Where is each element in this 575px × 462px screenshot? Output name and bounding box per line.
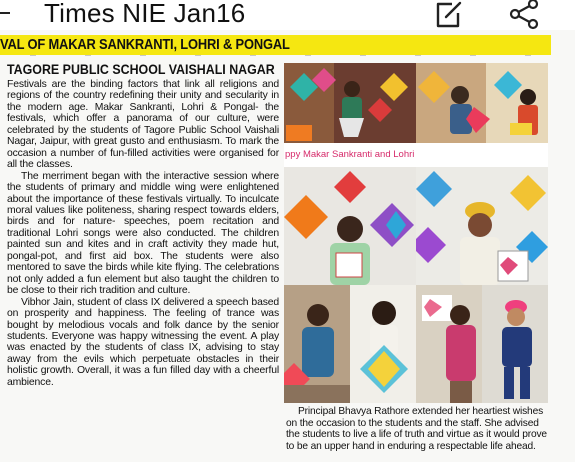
paragraph-2: The merriment began with the interactive session where the students of primary and middle wing were enlightened about the importance of these festivals virtually. To inculcate moral values like politeness, sharing respect towards elders, birds and for nature- speeches, poem recitation and traditional Lohri songs were also conducted. The children painted sun and kites and in craft activity they made hut, pongal-pot, and first aid box. The students were also mentored to save the birds while kite flying. The celebrations not only added a fun element but also taught the children to be close to their rich tradition and culture. (7, 170, 279, 297)
photo-girl-with-kite (350, 285, 416, 403)
photo-collage (284, 63, 548, 403)
share-button[interactable] (507, 0, 541, 30)
photo-girl-with-drawing (416, 285, 482, 403)
photo-boy-and-girl-kites (416, 63, 548, 143)
app-bar (0, 0, 575, 30)
photo-boy-in-pink-turban (482, 285, 548, 403)
photo-boy-holding-kite (284, 285, 350, 403)
article-headline: VAL OF MAKAR SANKRANTI, LOHRI & PONGAL (0, 36, 290, 53)
banner-text: ppy Makar Sankranti and Lohri (285, 149, 415, 160)
headline-bar (0, 35, 551, 55)
photo-boy-with-kites (284, 167, 416, 285)
article-body (7, 62, 279, 388)
paragraph-3: Vibhor Jain, student of class IX delivered a speech based on prosperity and happiness. The feeling of trance was bought by melodious vocals and folk dance by the senior students. Everyone was happy witnessing the event. A play was enacted by the students of class IX, advising to stay away from the evils which perpetuate obstacles in their holistic growth. Overall, it was a fun filled day with a cheerful ambience. (7, 296, 279, 388)
back-icon[interactable] (0, 12, 10, 14)
paragraph-1: Festivals are the binding factors that link all religions and regions of the country redefining their unity and secularity in the modern age. Makar Sankranti, Lohri & Pongal- the festivals, which offer a panorama of our culture, were celebrated by the students of Tagore Public School Vaishali Nagar, Jaipur, with great gusto and enthusiasm. To mark the occasion a number of fun-filled activities were organised for all the classes. (7, 79, 279, 171)
edit-icon (432, 0, 466, 30)
share-icon (507, 0, 541, 30)
collage-banner (284, 145, 548, 167)
school-name: TAGORE PUBLIC SCHOOL VAISHALI NAGAR (7, 62, 275, 77)
edit-button[interactable] (432, 0, 466, 30)
caption-text: Principal Bhavya Rathore extended her heartiest wishes on the occasion to the students and the staff. She advised the students to live a life of truth and virtue as it would prove to be an upper hand in enduring a respectable life ahead. (286, 406, 547, 452)
photo-caption (286, 406, 552, 452)
photo-boy-in-turban (416, 167, 548, 285)
photo-girl-with-kites (284, 63, 416, 143)
document-title: Times NIE Jan16 (44, 0, 246, 28)
